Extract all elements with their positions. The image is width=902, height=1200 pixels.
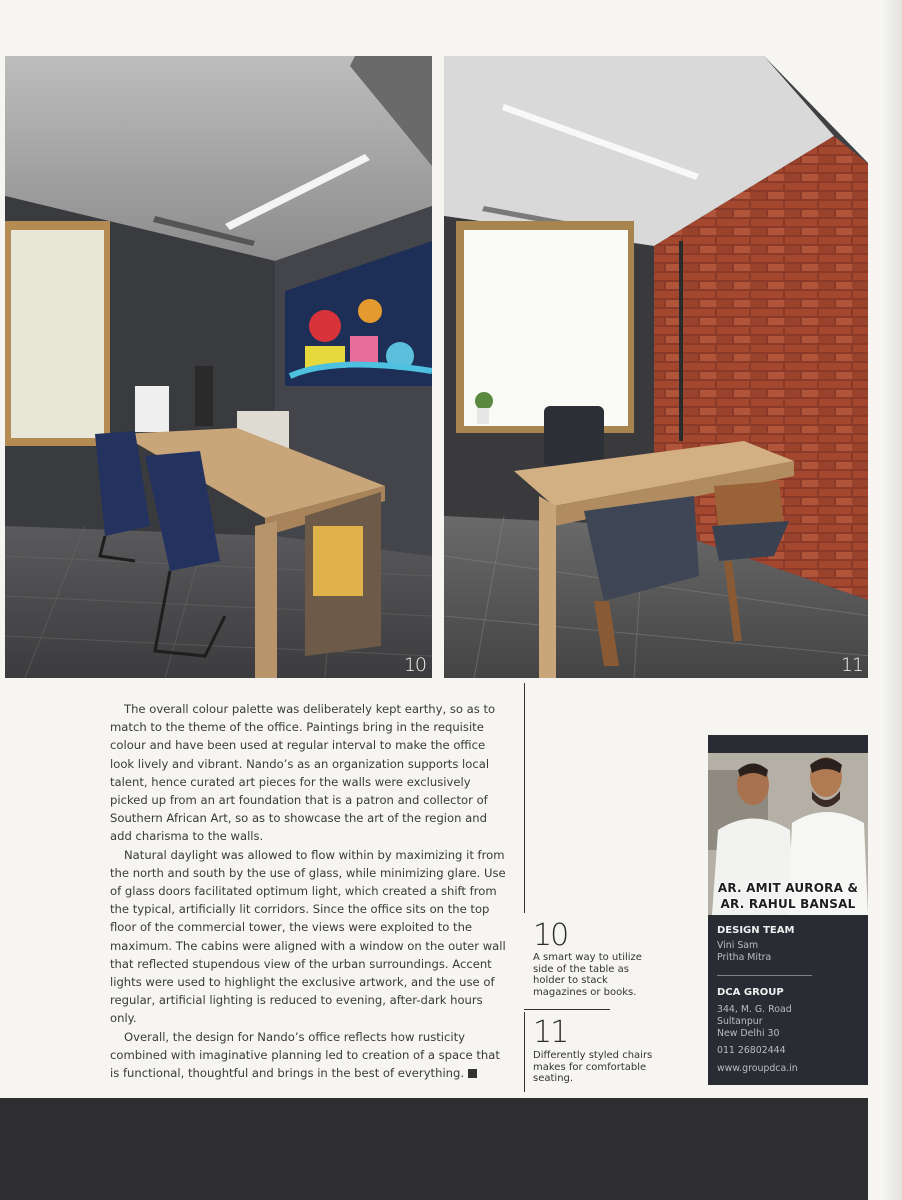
caption-number: 11 — [533, 1015, 568, 1050]
page-edge-shadow — [868, 0, 902, 1200]
end-of-article-mark — [468, 1069, 477, 1078]
design-team-heading: DESIGN TEAM — [717, 925, 795, 936]
article-paragraph — [110, 1028, 510, 1083]
architect-name-line: AR. AMIT AURORA & — [717, 881, 859, 895]
caption-text: A smart way to utilize side of the table as holder to stack magazines or books. — [533, 952, 642, 998]
firm-heading: DCA GROUP — [717, 987, 784, 998]
profile-divider — [717, 975, 812, 976]
article-paragraph: Natural daylight was allowed to flow within by maximizing it from the north and south by the use of glass, while minimizing glare. Use of glass doors facilitated optimum light, which created a shift from the typical, artificially lit corridors. Since the office sits on the top floor of the commercial tower, the views were exploited to the maximum. The cabins were aligned with a window on the outer wall that reflected stupendous view of the urban surroundings. Accent lights were used to highlight the exclusive artwork, and the use of regular, artificial lighting is reduced to evening, after-dark hours only. — [110, 847, 506, 1026]
phone-number: 011 26802444 — [717, 1045, 786, 1056]
photo-cabin-with-artwork — [5, 56, 432, 678]
team-member: Pritha Mitra — [717, 952, 772, 963]
address-line: 344, M. G. Road — [717, 1004, 792, 1015]
website: www.groupdca.in — [717, 1063, 798, 1074]
cabin-illustration — [444, 56, 871, 678]
article-paragraph-text: Overall, the design for Nando’s office reflects how rusticity combined with imaginative planning led to creation of a space that is functional, thoughtful and brings in the best of everything. — [110, 1029, 500, 1081]
column-rule — [524, 683, 525, 913]
architects-photo — [708, 735, 868, 915]
article-body — [110, 700, 510, 1082]
photo-cabin-with-brick-wall — [444, 56, 871, 678]
photo-number: 10 — [403, 654, 426, 676]
column-rule — [524, 1012, 525, 1092]
caption-divider — [524, 1009, 610, 1010]
photo-number: 11 — [840, 654, 863, 676]
caption-text: Differently styled chairs makes for comfortable seating. — [533, 1050, 653, 1084]
address-line: Sultanpur — [717, 1016, 763, 1027]
cabin-illustration — [5, 56, 432, 678]
article-paragraph: The overall colour palette was deliberately kept earthy, so as to match to the theme of the office. Paintings bring in the requisite colour and have been used at regular interval to make the office look lively and vibrant. Nando’s as an organization supports local talent, hence curated art pieces for the walls were exclusively picked up from an art foundation that is a patron and collector of Southern African Art, so as to showcase the art of the region and add charisma to the walls. — [110, 702, 496, 844]
team-member: Vini Sam — [717, 940, 759, 951]
caption-number: 10 — [533, 918, 568, 953]
footer-band — [0, 1098, 868, 1200]
address-line: New Delhi 30 — [717, 1028, 780, 1039]
architect-profile-box — [708, 735, 868, 1085]
architect-name-line: AR. RAHUL BANSAL — [720, 897, 856, 911]
